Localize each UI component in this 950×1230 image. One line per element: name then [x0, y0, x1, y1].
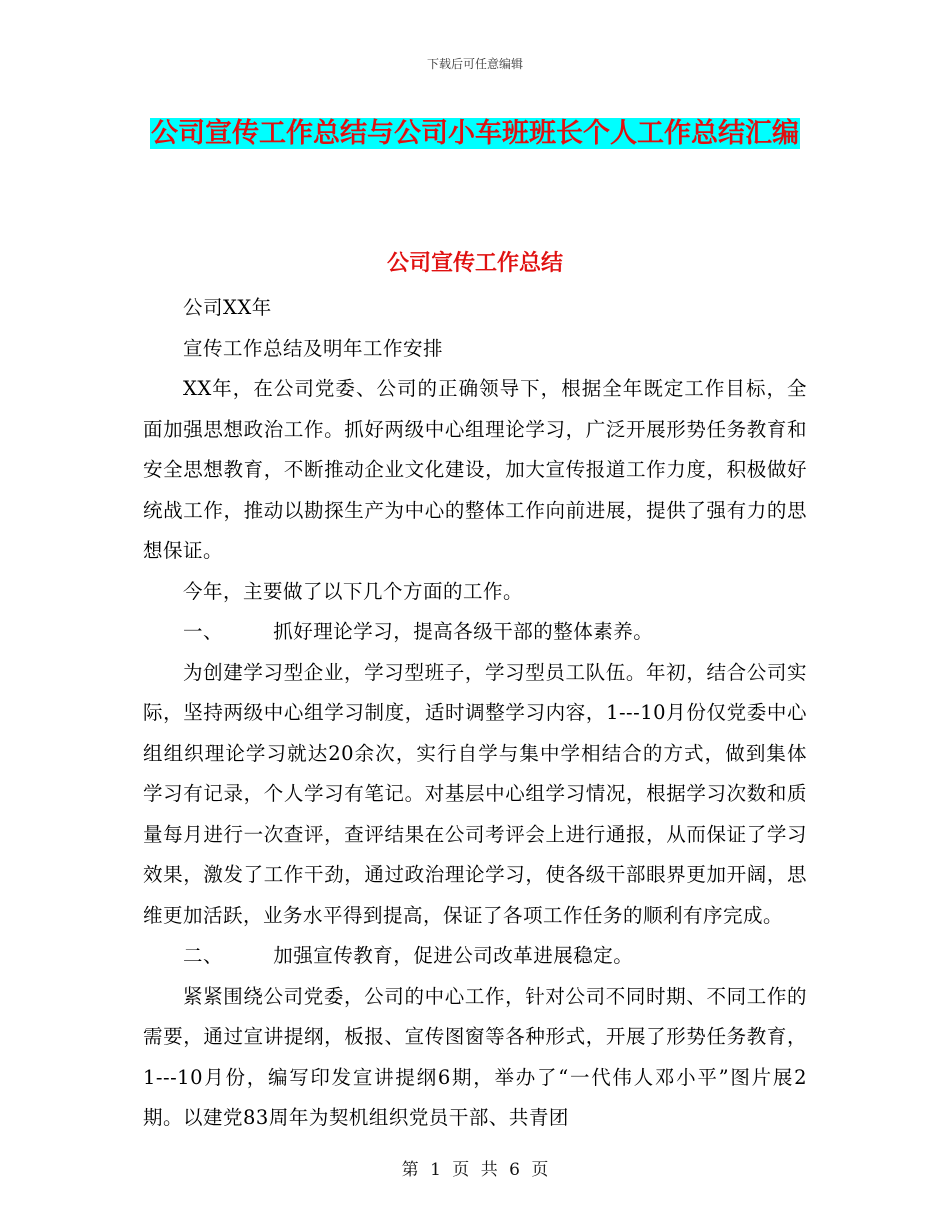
paragraph: 紧紧围绕公司党委，公司的中心工作，针对公司不同时期、不同工作的需要，通过宣讲提纲，板报、宣传图窗等各种形式，开展了形势任务教育，1---10月份，编写印发宣讲提纲6期，举办了“一代伟人邓小平”图片展2期。以建党83周年为契机组织党员干部、共青团: [143, 984, 807, 1129]
paragraph: 今年，主要做了以下几个方面的工作。: [182, 579, 523, 603]
header-note: 下载后可任意编辑: [426, 57, 523, 71]
document-title-text: 公司宣传工作总结与公司小车班班长个人工作总结汇编: [151, 118, 799, 149]
page-footer: 第 1 页 共 6 页: [401, 1160, 549, 1180]
section-title: 公司宣传工作总结: [386, 251, 563, 276]
paragraph: 公司XX年: [182, 296, 272, 319]
paragraph: 宣传工作总结及明年工作安排: [182, 336, 443, 360]
paragraph: 为创建学习型企业，学习型班子，学习型员工队伍。年初，结合公司实际，坚持两级中心组学习制度，适时调整学习内容，1---10月份仅党委中心组组织理论学习就达20余次，实行自学与集中学相结合的方式，做到集体学习有记录，个人学习有笔记。对基层中心组学习情况，根据学习次数和质量每月进行一次查评，查评结果在公司考评会上进行通报，从而保证了学习效果，激发了工作干劲，通过政治理论学习，使各级干部眼界更加开阔，思维更加活跃，业务水平得到提高，保证了各项工作任务的顺利有序完成。: [143, 660, 807, 927]
paragraph: XX年，在公司党委、公司的正确领导下，根据全年既定工作目标，全面加强思想政治工作。抓好两级中心组理论学习，广泛开展形势任务教育和安全思想教育，不断推动企业文化建设，加大宣传报道工作力度，积极做好统战工作，推动以勘探生产为中心的整体工作向前进展，提供了强有力的思想保证。: [143, 377, 807, 562]
paragraph: 一、 抓好理论学习，提高各级干部的整体素养。: [182, 620, 654, 643]
paragraph: 二、 加强宣传教育，促进公司改革进展稳定。: [182, 944, 634, 967]
document-title: [150, 108, 800, 160]
document-body: [143, 288, 807, 1139]
